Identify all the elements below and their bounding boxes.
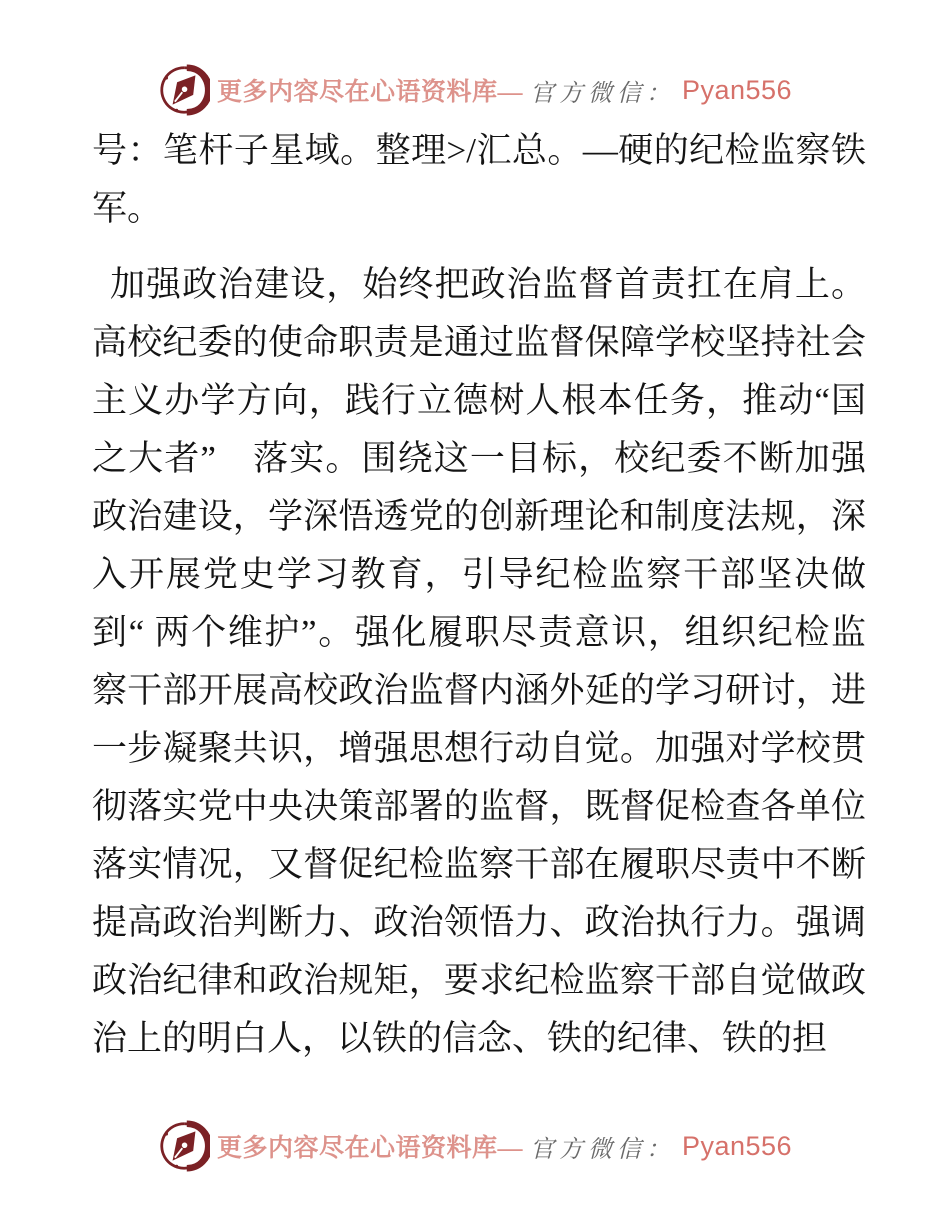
pen-nib-swirl-logo-icon	[158, 62, 210, 118]
paragraph-political-building: 加强政治建设，始终把政治监督首责扛在肩上。高校纪委的使命职责是通过监督保障学校坚持社会主义办学方向，践行立德树人根本任务，推动“国之大者” 落实。围绕这一目标，校纪委不断加强政治建设，学深悟透党的创新理论和制度法规，深入开展党史学习教育，引导纪检监察干部坚决做到“ 两个维护”。强化履职尽责意识，组织纪检监察干部开展高校政治监督内涵外延的学习研讨，进一步凝聚共识，增强思想行动自觉。加强对学校贯彻落实党中央决策部署的监督，既督促检查各单位落实情况，又督促纪检监察干部在履职尽责中不断提高政治判断力、政治领悟力、政治执行力。强调政治纪律和政治规矩，要求纪检监察干部自觉做政治上的明白人，以铁的信念、铁的纪律、铁的担	[92, 265, 866, 1058]
watermark-wechat-id: Pyan556	[681, 74, 793, 105]
watermark-brand-text: 更多内容尽在心语资料库—	[216, 79, 523, 106]
header-watermark	[0, 62, 950, 118]
footer-watermark	[0, 1118, 950, 1174]
watermark-wechat-label: 官方微信：	[529, 80, 675, 107]
watermark-wechat-id: Pyan556	[681, 1130, 793, 1161]
watermark-wechat-label: 官方微信：	[529, 1136, 675, 1163]
paragraph-continuation: 号：笔杆子星域。整理>/汇总。—硬的纪检监察铁军。	[92, 131, 866, 228]
pen-nib-swirl-logo-icon	[158, 1118, 210, 1174]
document-body	[92, 122, 866, 1068]
watermark-brand-text: 更多内容尽在心语资料库—	[216, 1135, 523, 1162]
